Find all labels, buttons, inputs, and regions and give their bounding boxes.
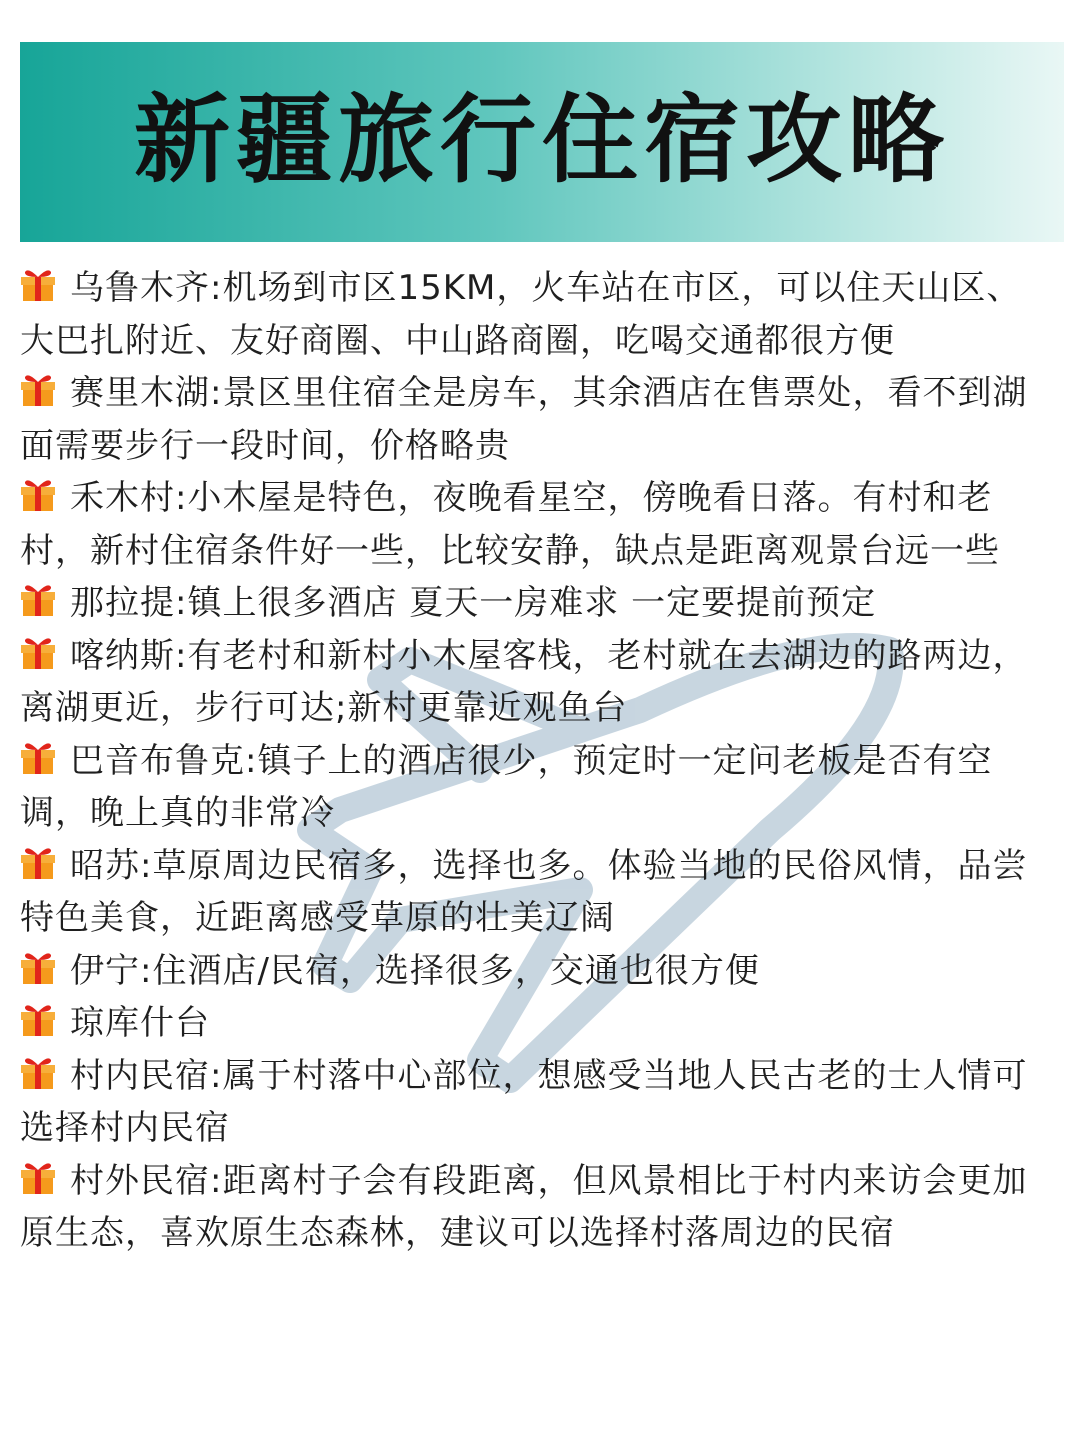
title-banner: [20, 42, 1064, 242]
entry-text: 赛里木湖:景区里住宿全是房车，其余酒店在售票处，看不到湖面需要步行一段时间，价格略贵: [20, 373, 1028, 466]
list-item: [20, 262, 1050, 367]
entry-text: 昭苏:草原周边民宿多，选择也多。体验当地的民俗风情，品尝特色美食，近距离感受草原的壮美辽阔: [20, 845, 1028, 938]
list-item: [20, 840, 1050, 945]
gift-icon: [20, 740, 56, 776]
entry-text: 巴音布鲁克:镇子上的酒店很少，预定时一定问老板是否有空调，晚上真的非常冷: [20, 740, 993, 833]
entry-text: 伊宁:住酒店/民宿，选择很多，交通也很方便: [70, 950, 760, 991]
gift-icon: [20, 372, 56, 408]
entry-text: 禾木村:小木屋是特色，夜晚看星空，傍晚看日落。有村和老村，新村住宿条件好一些，比较安静，缺点是距离观景台远一些: [20, 478, 1000, 571]
list-item: [20, 472, 1050, 577]
list-item: [20, 577, 1050, 630]
entry-text: 喀纳斯:有老村和新村小木屋客栈，老村就在去湖边的路两边，离湖更近，步行可达;新村更靠近观鱼台: [20, 635, 1028, 728]
gift-icon: [20, 1055, 56, 1091]
entry-text: 村内民宿:属于村落中心部位，想感受当地人民古老的士人情可选择村内民宿: [20, 1055, 1028, 1148]
list-item: [20, 1155, 1050, 1260]
entry-text: 村外民宿:距离村子会有段距离，但风景相比于村内来访会更加原生态，喜欢原生态森林，建议可以选择村落周边的民宿: [20, 1160, 1028, 1253]
gift-icon: [20, 635, 56, 671]
list-item: [20, 945, 1050, 998]
list-item: [20, 630, 1050, 735]
gift-icon: [20, 845, 56, 881]
gift-icon: [20, 477, 56, 513]
entry-list: [20, 262, 1050, 1260]
entry-text: 乌鲁木齐:机场到市区15KM，火车站在市区，可以住天山区、大巴扎附近、友好商圈、中山路商圈，吃喝交通都很方便: [20, 268, 1022, 361]
gift-icon: [20, 267, 56, 303]
gift-icon: [20, 1160, 56, 1196]
list-item: [20, 735, 1050, 840]
page-title: 新疆旅行住宿攻略: [134, 84, 950, 196]
gift-icon: [20, 582, 56, 618]
list-item: [20, 367, 1050, 472]
entry-text: 那拉提:镇上很多酒店 夏天一房难求 一定要提前预定: [70, 583, 877, 623]
gift-icon: [20, 950, 56, 986]
entry-text: 琼库什台: [70, 1003, 210, 1043]
gift-icon: [20, 1002, 56, 1038]
list-item: [20, 997, 1050, 1050]
list-item: [20, 1050, 1050, 1155]
